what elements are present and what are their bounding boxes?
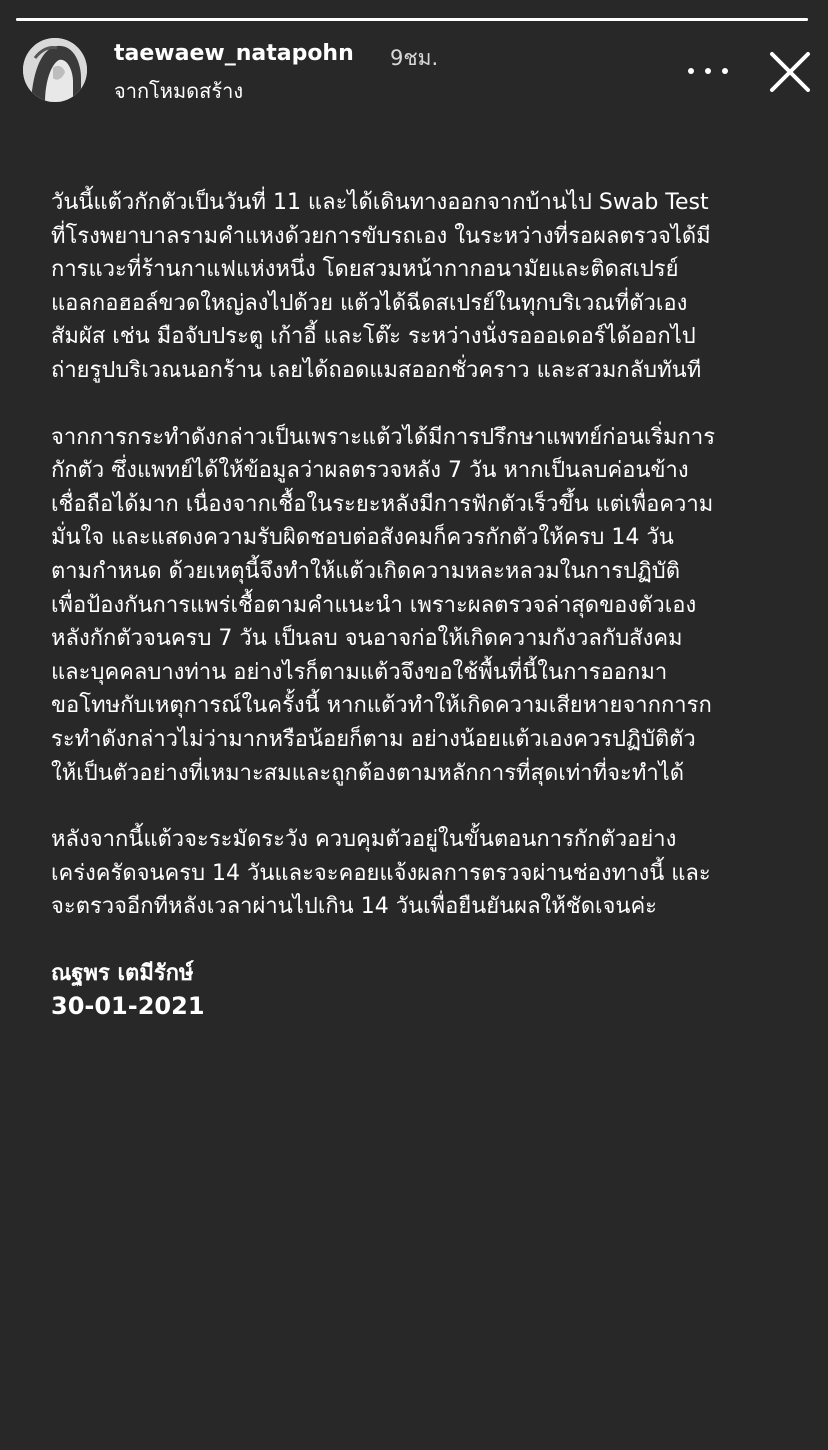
text-line: กักตัว ซึ่งแพทย์ได้ให้ข้อมูลว่าผลตรวจหลัง 7 วัน หากเป็นลบค่อนข้าง	[51, 458, 689, 484]
more-dot	[722, 68, 728, 74]
story-progress-bar	[16, 18, 808, 21]
story-header	[23, 38, 812, 108]
text-line: ที่โรงพยาบาลรามคำแหงด้วยการขับรถเอง ในระหว่างที่รอผลตรวจได้มี	[51, 223, 711, 249]
more-horizontal-icon	[688, 68, 694, 74]
text-line: เพื่อป้องกันการแพร่เชื้อตามคำแนะนำ เพราะผลตรวจล่าสุดของตัวเอง	[51, 592, 697, 618]
story-timestamp: 9ชม.	[390, 46, 439, 70]
close-icon	[768, 50, 812, 94]
text-line: ขอโทษกับเหตุการณ์ในครั้งนี้ หากแต้วทำให้เกิดความเสียหายจากการก	[51, 693, 712, 719]
text-line: จะตรวจอีกทีหลังเวลาผ่านไปเกิน 14 วันเพื่อยืนยันผลให้ชัดเจนค่ะ	[51, 894, 657, 920]
close-button[interactable]	[768, 50, 812, 94]
text-line: สัมผัส เช่น มือจับประตู เก้าอี้ และโต๊ะ ระหว่างนั่งรอออเดอร์ได้ออกไป	[51, 324, 696, 350]
username[interactable]: taewaew_natapohn	[114, 41, 354, 66]
more-dot	[705, 68, 711, 74]
text-line: และบุคคลบางท่าน อย่างไรก็ตามแต้วจึงขอใช้พื้นที่นี้ในการออกมา	[51, 659, 668, 685]
text-line: แอลกอฮอล์ขวดใหญ่ลงไปด้วย แต้วได้ฉีดสเปรย์ในทุกบริเวณที่ตัวเอง	[51, 290, 688, 316]
paragraph-spacer	[51, 790, 791, 823]
paragraph-spacer	[51, 388, 791, 421]
signature-name: ณฐพร เตมีรักษ์	[51, 960, 194, 986]
text-line: ระทำดังกล่าวไม่ว่ามากหรือน้อยก็ตาม อย่างน้อยแต้วเองควรปฏิบัติตัว	[51, 726, 696, 752]
more-options-button[interactable]	[688, 56, 728, 86]
text-line: การแวะที่ร้านกาแฟแห่งหนึ่ง โดยสวมหน้ากากอนามัยและติดสเปรย์	[51, 257, 679, 283]
text-line: ตามกำหนด ด้วยเหตุนี้จึงทำให้แต้วเกิดความหละหลวมในการปฏิบัติ	[51, 558, 681, 584]
text-line: วันนี้แต้วกักตัวเป็นวันที่ 11 และได้เดินทางออกจากบ้านไป Swab Test	[51, 190, 709, 215]
text-line: ถ่ายรูปบริเวณนอกร้าน เลยได้ถอดแมสออกชั่วคราว และสวมกลับทันที	[51, 357, 702, 383]
text-line: เชื่อถือได้มาก เนื่องจากเชื้อในระยะหลังมีการฟักตัวเร็วขึ้น แต่เพื่อความ	[51, 491, 714, 517]
paragraph-1	[51, 186, 791, 388]
text-line: ให้เป็นตัวอย่างที่เหมาะสมและถูกต้องตามหลักการที่สุดเท่าที่จะทำได้	[51, 760, 685, 786]
paragraph-3	[51, 823, 791, 924]
avatar-photo	[23, 38, 87, 102]
text-line: หลังกักตัวจนครบ 7 วัน เป็นลบ จนอาจก่อให้เกิดความกังวลกับสังคม	[51, 626, 683, 652]
text-line: จากการกระทำดังกล่าวเป็นเพราะแต้วได้มีการปรึกษาแพทย์ก่อนเริ่มการ	[51, 424, 716, 450]
avatar[interactable]	[23, 38, 87, 102]
story-progress-fill	[16, 18, 808, 21]
story-mode-label: จากโหมดสร้าง	[114, 79, 244, 103]
text-line: มั่นใจ และแสดงความรับผิดชอบต่อสังคมก็ควรกักตัวให้ครบ 14 วัน	[51, 525, 674, 551]
story-text-content	[51, 186, 791, 1024]
text-line: เคร่งครัดจนครบ 14 วันและจะคอยแจ้งผลการตรวจผ่านช่องทางนี้ และ	[51, 860, 711, 886]
paragraph-spacer	[51, 924, 791, 957]
text-line: หลังจากนี้แต้วจะระมัดระวัง ควบคุมตัวอยู่ในขั้นตอนการกักตัวอย่าง	[51, 827, 677, 853]
signature-date: 30-01-2021	[51, 992, 205, 1021]
paragraph-2	[51, 421, 791, 791]
